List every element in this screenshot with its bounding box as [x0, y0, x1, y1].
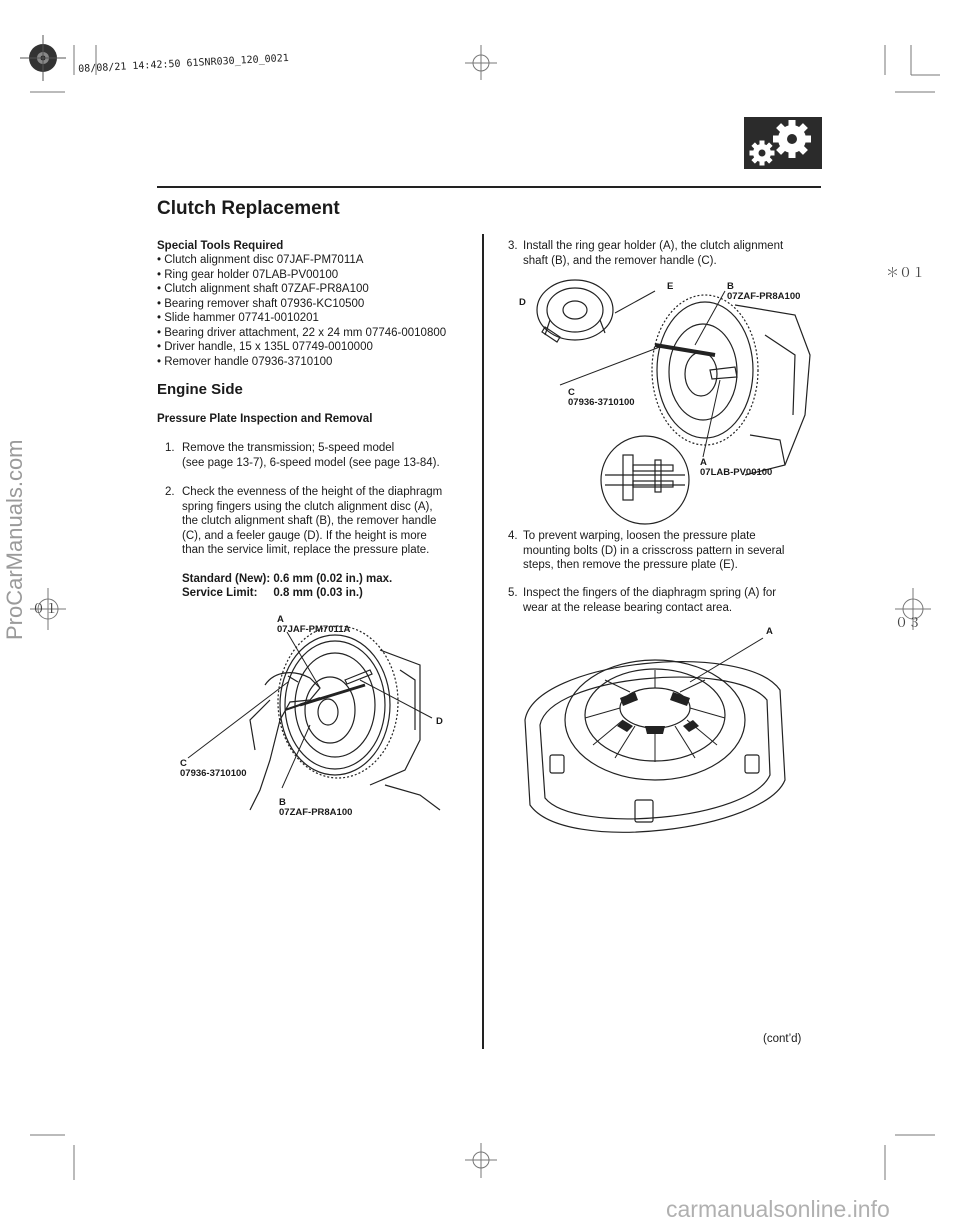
step-text: Check the evenness of the height of the diaphragm [182, 486, 443, 498]
step-text: steps, then remove the pressure plate (E). [523, 559, 738, 571]
margin-mark-right-top: ＊０１ [886, 265, 926, 280]
list-item: • Remover handle 07936-3710100 [157, 355, 333, 368]
watermark-left: ProCarManuals.com [2, 439, 27, 640]
page-title: Clutch Replacement [157, 198, 340, 219]
step-text: wear at the release bearing contact area. [523, 601, 733, 614]
fig1-label-c-code: 07936-3710100 [180, 768, 247, 779]
fig1-label-a-code: 07JAF-PM7011A [277, 624, 351, 635]
step-number: 3. [508, 240, 518, 252]
step-text: Remove the transmission; 5-speed model [182, 442, 395, 454]
fig2-label-c-code: 07936-3710100 [568, 397, 635, 408]
gear-section-icon [744, 117, 822, 169]
special-tools-list [157, 253, 446, 369]
print-stamp: 08/08/21 14:42:50 61SNR030_120_0021 [78, 52, 290, 75]
fig1-label-a: A [277, 614, 284, 625]
figure-diaphragm-spring [505, 630, 795, 860]
margin-mark-right-mid: ０３ [895, 615, 922, 630]
step-text: spring fingers using the clutch alignment disc (A), [182, 500, 433, 513]
step-text: (see page 13-7), 6-speed model (see page 13-84). [182, 456, 440, 469]
step-text: To prevent warping, loosen the pressure plate [523, 530, 756, 542]
figure-pressure-plate-removal [505, 275, 825, 525]
step-text: Inspect the fingers of the diaphragm spring (A) for [523, 587, 777, 599]
fig2-label-a-code: 07LAB-PV00100 [700, 467, 773, 478]
spec-standard: Standard (New): 0.6 mm (0.02 in.) max. [182, 573, 393, 585]
fig2-label-d: D [519, 297, 526, 308]
step-number: 1. [165, 442, 175, 454]
fig1-label-b: B [279, 797, 286, 808]
fig1-label-b-code: 07ZAF-PR8A100 [279, 807, 353, 818]
step-number: 2. [165, 486, 175, 498]
step-number: 5. [508, 587, 518, 599]
list-item: • Bearing driver attachment, 22 x 24 mm 07746-0010800 [157, 326, 447, 339]
fig2-label-c: C [568, 387, 575, 398]
step-text: shaft (B), and the remover handle (C). [523, 254, 717, 267]
title-rule [157, 186, 821, 188]
fig2-label-b: B [727, 281, 734, 292]
list-item: • Ring gear holder 07LAB-PV00100 [157, 268, 339, 281]
step-text: mounting bolts (D) in a crisscross pattern in several [523, 544, 785, 557]
step-text: Install the ring gear holder (A), the clutch alignment [523, 240, 784, 252]
fig2-label-e: E [667, 281, 674, 292]
subsection-heading: Pressure Plate Inspection and Removal [157, 413, 373, 425]
margin-mark-left-mid: ０１ [32, 601, 59, 616]
fig2-label-a: A [700, 457, 707, 468]
list-item: • Clutch alignment disc 07JAF-PM7011A [157, 254, 364, 266]
step-text: (C), and a feeler gauge (D). If the height is more [182, 529, 427, 542]
list-item: • Clutch alignment shaft 07ZAF-PR8A100 [157, 283, 369, 295]
fig2-label-b-code: 07ZAF-PR8A100 [727, 291, 801, 302]
section-heading: Engine Side [157, 381, 243, 398]
column-divider [482, 234, 484, 1049]
continued-note: (cont’d) [763, 1033, 802, 1045]
fig1-label-d: D [436, 716, 443, 727]
list-item: • Driver handle, 15 x 135L 07749-0010000 [157, 341, 373, 353]
step-text: than the service limit, replace the pressure plate. [182, 544, 430, 556]
fig1-label-c: C [180, 758, 187, 769]
spec-service-limit: Service Limit: 0.8 mm (0.03 in.) [182, 587, 363, 599]
fig3-label-a: A [766, 626, 773, 637]
watermark-bottom: carmanualsonline.info [666, 1196, 890, 1222]
step-text: the clutch alignment shaft (B), the remover handle [182, 515, 437, 527]
list-item: • Bearing remover shaft 07936-KC10500 [157, 297, 365, 310]
list-item: • Slide hammer 07741-0010201 [157, 312, 319, 324]
figure-clutch-height-check [170, 610, 470, 820]
special-tools-heading: Special Tools Required [157, 240, 284, 252]
step-number: 4. [508, 530, 518, 542]
